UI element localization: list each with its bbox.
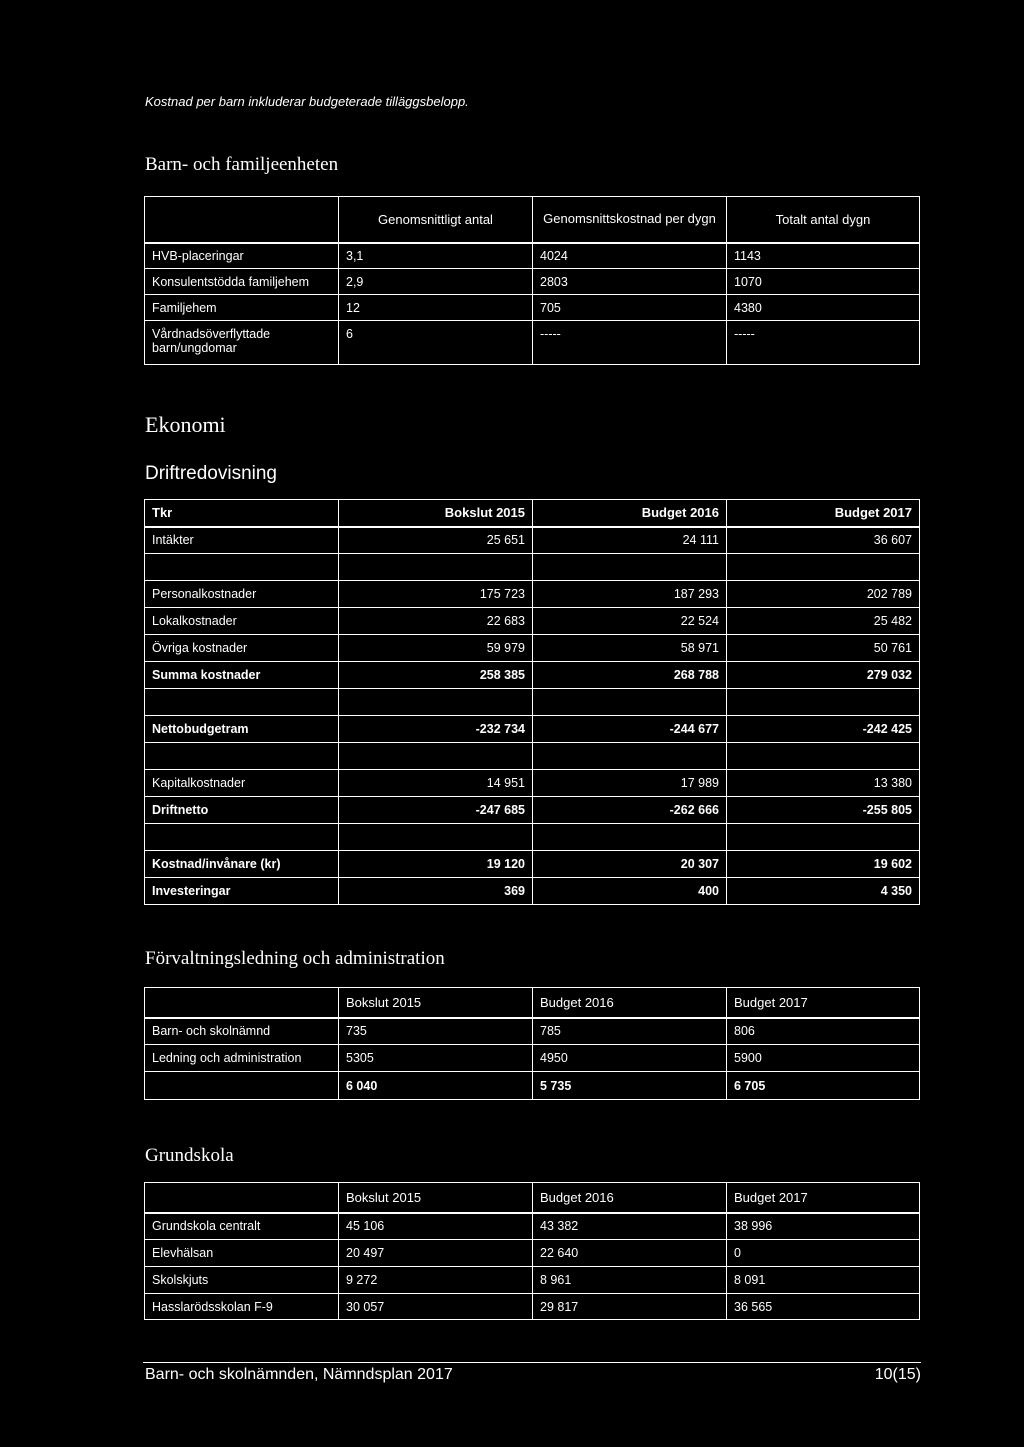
bfe-cell: 4024: [533, 243, 727, 269]
admin-header-cell: [145, 988, 339, 1018]
driftredovisning-cell: Intäkter: [145, 527, 339, 554]
driftredovisning-cell: 14 951: [339, 770, 533, 797]
driftredovisning-cell: [145, 554, 339, 581]
driftredovisning-cell: Driftnetto: [145, 797, 339, 824]
driftredovisning-cell: [339, 689, 533, 716]
admin-header-cell: Budget 2017: [727, 988, 920, 1018]
bfe-cell: -----: [727, 321, 920, 365]
admin-header-cell: Bokslut 2015: [339, 988, 533, 1018]
driftredovisning-cell: -244 677: [533, 716, 727, 743]
table-row: [145, 1294, 920, 1320]
table-row: [145, 243, 920, 269]
bfe-cell: 705: [533, 295, 727, 321]
grundskola-cell: 8 091: [727, 1267, 920, 1294]
driftredovisning-cell: [533, 689, 727, 716]
bfe-header-cell: [145, 197, 339, 243]
table-row: [145, 1240, 920, 1267]
table-row: [145, 295, 920, 321]
grundskola-cell: 9 272: [339, 1267, 533, 1294]
admin-cell: 5 735: [533, 1072, 727, 1100]
driftredovisning-header-cell: Budget 2016: [533, 500, 727, 527]
driftredovisning-cell: 258 385: [339, 662, 533, 689]
table-row: [145, 608, 920, 635]
page-number: 10(15): [874, 1366, 921, 1383]
grundskola-cell: 36 565: [727, 1294, 920, 1320]
driftredovisning-cell: Summa kostnader: [145, 662, 339, 689]
table-spacer-row: [145, 743, 920, 770]
driftredovisning-cell: 25 482: [727, 608, 920, 635]
bfe-table: [144, 196, 920, 365]
driftredovisning-cell: [533, 824, 727, 851]
bfe-header-row: [145, 197, 920, 243]
driftredovisning-cell: [145, 743, 339, 770]
driftredovisning-header-cell: Tkr: [145, 500, 339, 527]
section-title-admin: Förvaltningsledning och administration: [145, 948, 445, 969]
admin-cell: 6 705: [727, 1072, 920, 1100]
bfe-cell: Konsulentstödda familjehem: [145, 269, 339, 295]
bfe-cell: 12: [339, 295, 533, 321]
driftredovisning-cell: 22 524: [533, 608, 727, 635]
driftredovisning-header-cell: Bokslut 2015: [339, 500, 533, 527]
grundskola-cell: 45 106: [339, 1213, 533, 1240]
driftredovisning-cell: 279 032: [727, 662, 920, 689]
footer-document-title: Barn- och skolnämnden, Nämndsplan 2017: [145, 1366, 453, 1383]
grundskola-cell: 8 961: [533, 1267, 727, 1294]
driftredovisning-cell: 58 971: [533, 635, 727, 662]
driftredovisning-cell: 268 788: [533, 662, 727, 689]
section-title-ekonomi: Ekonomi: [145, 412, 226, 437]
driftredovisning-cell: 175 723: [339, 581, 533, 608]
table-spacer-row: [145, 824, 920, 851]
driftredovisning-cell: -255 805: [727, 797, 920, 824]
grundskola-cell: 20 497: [339, 1240, 533, 1267]
driftredovisning-cell: [339, 824, 533, 851]
section-subtitle-driftredovisning: Driftredovisning: [145, 463, 277, 484]
driftredovisning-cell: 59 979: [339, 635, 533, 662]
driftredovisning-cell: [727, 554, 920, 581]
table-row: [145, 1018, 920, 1045]
table-row: [145, 770, 920, 797]
driftredovisning-cell: Personalkostnader: [145, 581, 339, 608]
bfe-cell: 1070: [727, 269, 920, 295]
admin-cell: Barn- och skolnämnd: [145, 1018, 339, 1045]
table-row: [145, 851, 920, 878]
grundskola-header-row: [145, 1183, 920, 1213]
table-row: [145, 662, 920, 689]
driftredovisning-cell: 369: [339, 878, 533, 905]
admin-cell: Ledning och administration: [145, 1045, 339, 1072]
driftredovisning-cell: Kostnad/invånare (kr): [145, 851, 339, 878]
driftredovisning-cell: 50 761: [727, 635, 920, 662]
driftredovisning-cell: -232 734: [339, 716, 533, 743]
driftredovisning-cell: 36 607: [727, 527, 920, 554]
grundskola-table: [144, 1182, 920, 1320]
admin-cell: [145, 1072, 339, 1100]
table-row: [145, 716, 920, 743]
driftredovisning-cell: Kapitalkostnader: [145, 770, 339, 797]
grundskola-cell: Hasslarödsskolan F-9: [145, 1294, 339, 1320]
driftredovisning-cell: 20 307: [533, 851, 727, 878]
table-row: [145, 635, 920, 662]
driftredovisning-cell: 4 350: [727, 878, 920, 905]
driftredovisning-cell: [727, 824, 920, 851]
driftredovisning-cell: 187 293: [533, 581, 727, 608]
admin-cell: 6 040: [339, 1072, 533, 1100]
table-row-total: [145, 1072, 920, 1100]
table-row: [145, 797, 920, 824]
driftredovisning-cell: [727, 689, 920, 716]
bfe-cell: 2,9: [339, 269, 533, 295]
grundskola-cell: Elevhälsan: [145, 1240, 339, 1267]
bfe-cell: 1143: [727, 243, 920, 269]
bfe-cell: HVB-placeringar: [145, 243, 339, 269]
footer-divider: [143, 1362, 921, 1363]
driftredovisning-cell: [339, 743, 533, 770]
bfe-cell: 6: [339, 321, 533, 365]
admin-cell: 735: [339, 1018, 533, 1045]
grundskola-header-cell: Budget 2016: [533, 1183, 727, 1213]
grundskola-cell: Skolskjuts: [145, 1267, 339, 1294]
table-row: [145, 1045, 920, 1072]
table-row: [145, 878, 920, 905]
table-row: [145, 1267, 920, 1294]
table-row: [145, 527, 920, 554]
driftredovisning-cell: -262 666: [533, 797, 727, 824]
bfe-cell: Vårdnadsöverflyttade barn/ungdomar: [145, 321, 339, 365]
bfe-header-cell: Totalt antal dygn: [727, 197, 920, 243]
driftredovisning-header-row: [145, 500, 920, 527]
admin-cell: 785: [533, 1018, 727, 1045]
grundskola-cell: 30 057: [339, 1294, 533, 1320]
grundskola-cell: Grundskola centralt: [145, 1213, 339, 1240]
table-spacer-row: [145, 689, 920, 716]
driftredovisning-cell: 13 380: [727, 770, 920, 797]
grundskola-header-cell: Budget 2017: [727, 1183, 920, 1213]
grundskola-cell: 22 640: [533, 1240, 727, 1267]
bfe-cell: Familjehem: [145, 295, 339, 321]
grundskola-cell: 29 817: [533, 1294, 727, 1320]
driftredovisning-cell: 22 683: [339, 608, 533, 635]
driftredovisning-cell: Lokalkostnader: [145, 608, 339, 635]
driftredovisning-cell: -247 685: [339, 797, 533, 824]
cost-note: Kostnad per barn inkluderar budgeterade tilläggsbelopp.: [145, 94, 469, 109]
bfe-cell: -----: [533, 321, 727, 365]
driftredovisning-header-cell: Budget 2017: [727, 500, 920, 527]
section-title-grundskola: Grundskola: [145, 1145, 234, 1166]
grundskola-cell: 38 996: [727, 1213, 920, 1240]
grundskola-cell: 43 382: [533, 1213, 727, 1240]
bfe-header-cell: Genomsnittskostnad per dygn: [533, 197, 727, 243]
admin-header-row: [145, 988, 920, 1018]
driftredovisning-cell: Investeringar: [145, 878, 339, 905]
driftredovisning-cell: 202 789: [727, 581, 920, 608]
admin-cell: 4950: [533, 1045, 727, 1072]
grundskola-header-cell: Bokslut 2015: [339, 1183, 533, 1213]
driftredovisning-cell: [727, 743, 920, 770]
admin-cell: 5900: [727, 1045, 920, 1072]
table-row: [145, 1213, 920, 1240]
bfe-cell: 3,1: [339, 243, 533, 269]
driftredovisning-table: [144, 499, 920, 905]
bfe-cell: 4380: [727, 295, 920, 321]
section-title-bfe: Barn- och familjeenheten: [145, 154, 339, 175]
admin-header-cell: Budget 2016: [533, 988, 727, 1018]
bfe-cell: 2803: [533, 269, 727, 295]
grundskola-header-cell: [145, 1183, 339, 1213]
table-row: [145, 269, 920, 295]
driftredovisning-cell: [339, 554, 533, 581]
driftredovisning-cell: 17 989: [533, 770, 727, 797]
driftredovisning-cell: [533, 554, 727, 581]
driftredovisning-cell: 400: [533, 878, 727, 905]
driftredovisning-cell: -242 425: [727, 716, 920, 743]
table-spacer-row: [145, 554, 920, 581]
driftredovisning-cell: 19 120: [339, 851, 533, 878]
bfe-header-cell: Genomsnittligt antal: [339, 197, 533, 243]
admin-cell: 5305: [339, 1045, 533, 1072]
admin-table: [144, 987, 920, 1100]
driftredovisning-cell: [145, 824, 339, 851]
driftredovisning-cell: 25 651: [339, 527, 533, 554]
driftredovisning-cell: [145, 689, 339, 716]
driftredovisning-cell: Övriga kostnader: [145, 635, 339, 662]
grundskola-cell: 0: [727, 1240, 920, 1267]
driftredovisning-cell: Nettobudgetram: [145, 716, 339, 743]
driftredovisning-cell: [533, 743, 727, 770]
table-row: [145, 321, 920, 365]
table-row: [145, 581, 920, 608]
driftredovisning-cell: 24 111: [533, 527, 727, 554]
driftredovisning-cell: 19 602: [727, 851, 920, 878]
admin-cell: 806: [727, 1018, 920, 1045]
